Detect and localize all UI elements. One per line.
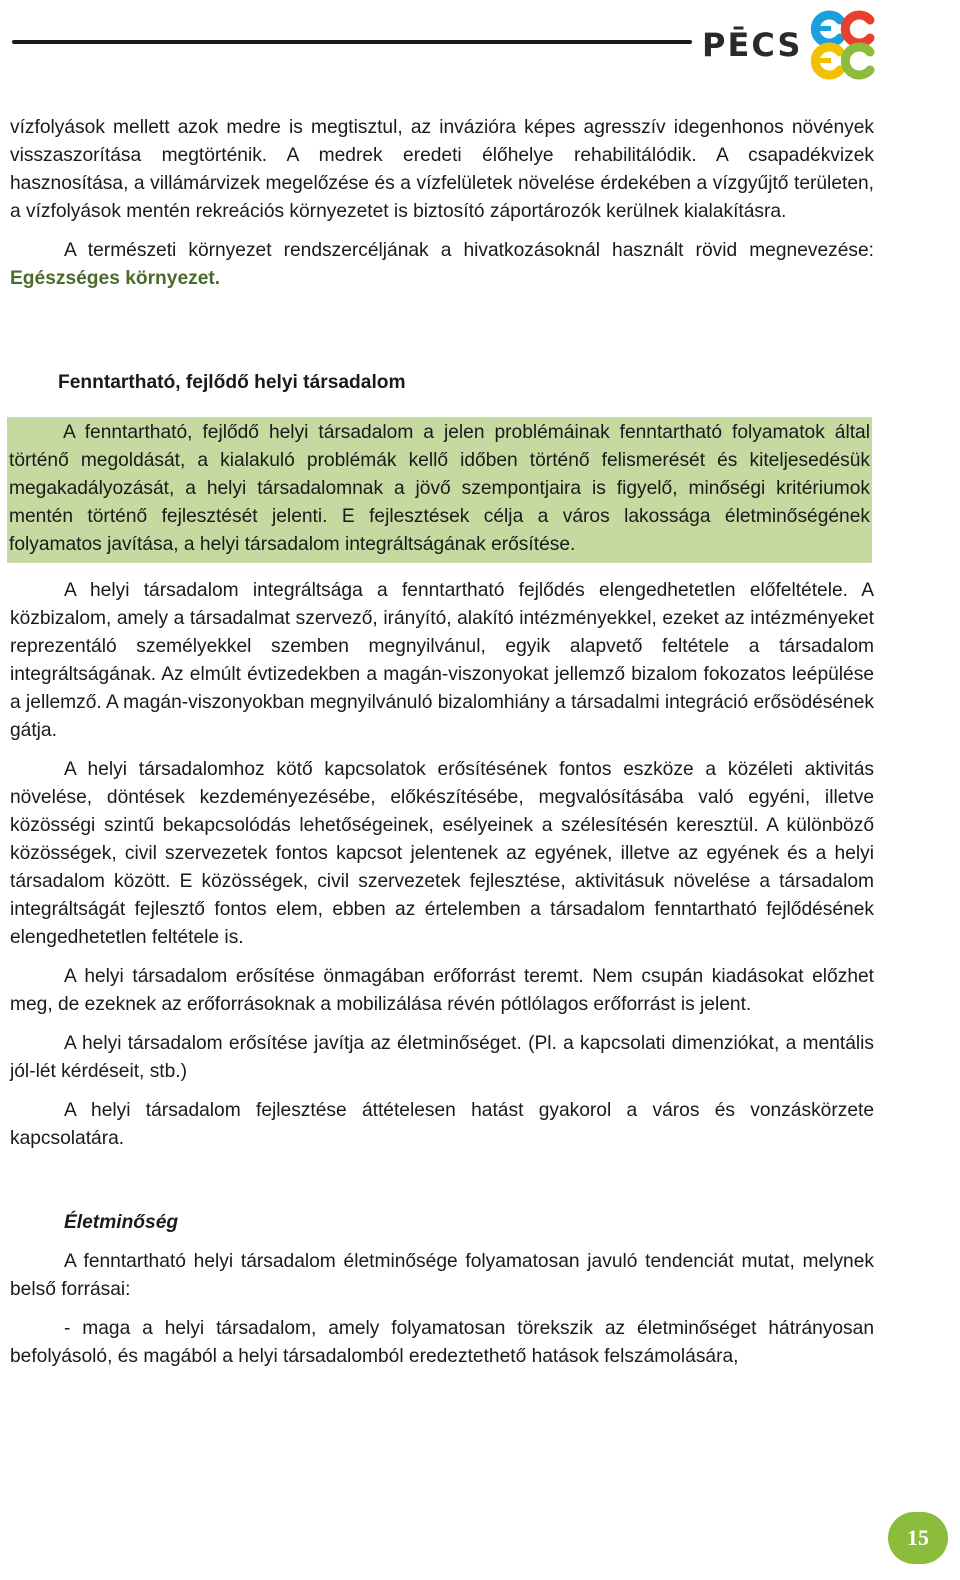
subsection-list-item: - maga a helyi társadalom, amely folyamatosan törekszik az életminőséget hátrányosan befolyásoló, és magából a helyi társadalomból eredeztethető hatások felszámolására, xyxy=(10,1318,874,1367)
intro-paragraph-1: vízfolyások mellett azok medre is megtisztul, az invázióra képes agresszív idegenhonos növények visszaszorítása megtörténik. A medrek eredeti élőhelye rehabilitálódik. A csapadékvizek hasznosítása, a villámárvizek megelőzése és a vízfelületek növelése érdekében a vízgyűjtő területen, a vízfolyások mentén rekreációs környezetet is biztosító záportározók kerülnek kialakításra. xyxy=(10,117,874,222)
short-name-highlight: Egészséges környezet. xyxy=(10,268,221,289)
section-paragraph: A helyi társadalom erősítése javítja az életminőséget. (Pl. a kapcsolati dimenziókat, a mentális jól-lét kérdéseit, stb.) xyxy=(10,1033,874,1082)
section-paragraph: A helyi társadalom erősítése önmagában erőforrást teremt. Nem csupán kiadásokat előzhet meg, de ezeknek az erőforrásoknak a mobilizálása révén pótlólagos erőforrást is jelent. xyxy=(10,966,874,1015)
pecs-logo xyxy=(700,4,880,84)
section-paragraph: A helyi társadalom integráltsága a fenntartható fejlődés elengedhetetlen előfeltétele. A közbizalom, amely a társadalmat szervező, irányító, alakító intézményekkel, ezeket az intézményeket reprezentáló személyekkel szemben megnyilvánul, egyik alapvető feltétele a társadalom integráltságának. Az elmúlt évtizedekben a magán-viszonyokat jellemző bizalom fokozatos leépülése a jellemző. A magán-viszonyokban megnyilvánuló bizalomhiány a társadalmi integráció erősödésének gátja. xyxy=(10,580,874,741)
section-paragraph: A helyi társadalom fejlesztése áttételesen hatást gyakorol a város és vonzáskörzete kapcsolatára. xyxy=(10,1100,874,1149)
intro-paragraph-2-text: A természeti környezet rendszercéljának a hivatkozásoknál használt rövid megnevezése: xyxy=(64,240,874,261)
logo-ec-mark-icon xyxy=(700,4,880,84)
section-paragraph: A helyi társadalomhoz kötő kapcsolatok erősítésének fontos eszköze a közéleti aktivitás növelése, döntések kezdeményezésébe, előkészítésébe, megvalósításába való egyéni, illetve közösségi szintű bekapcsolódás lehetőségeinek, esélyeinek a szélesítésén keresztül. A különböző közösségek, civil szervezetek fontos kapcsot jelentenek az egyének, illetve az egyének és a helyi társadalom között. E közösségek, civil szervezetek fejlesztése, aktivitásuk növelése a társadalom integráltságát fejlesztő fontos elem, ebben az értelemben a társadalom fenntartható fejlődésének elengedhetetlen feltétele is. xyxy=(10,759,874,948)
highlighted-paragraph: A fenntartható, fejlődő helyi társadalom a jelen problémáinak fenntartható folyamatok által történő megoldását, a kialakuló problémák kellő időben történő felismerését és kiteljesedésük megakadályozását, a helyi társadalomnak a jövő szempontjaira is figyelő, minőségi kritériumok mentén történő fejlesztését jelenti. E fejlesztések célja a város lakossága életminőségének folyamatos javítása, a helyi társadalom integráltságának erősítése. xyxy=(9,422,870,555)
header-rule xyxy=(12,40,692,44)
subsection-paragraph: A fenntartható helyi társadalom életminősége folyamatosan javuló tendenciát mutat, melynek belső forrásai: xyxy=(10,1251,874,1300)
page-number: 15 xyxy=(907,1525,929,1550)
logo-text: PĒCS xyxy=(702,26,803,64)
section-heading: Fenntartható, fejlődő helyi társadalom xyxy=(58,372,406,393)
subsection-heading: Életminőség xyxy=(64,1212,179,1233)
document-body xyxy=(10,114,874,1371)
highlighted-block xyxy=(7,417,872,563)
intro-paragraph-2 xyxy=(10,237,874,293)
page-number-badge xyxy=(888,1512,948,1564)
